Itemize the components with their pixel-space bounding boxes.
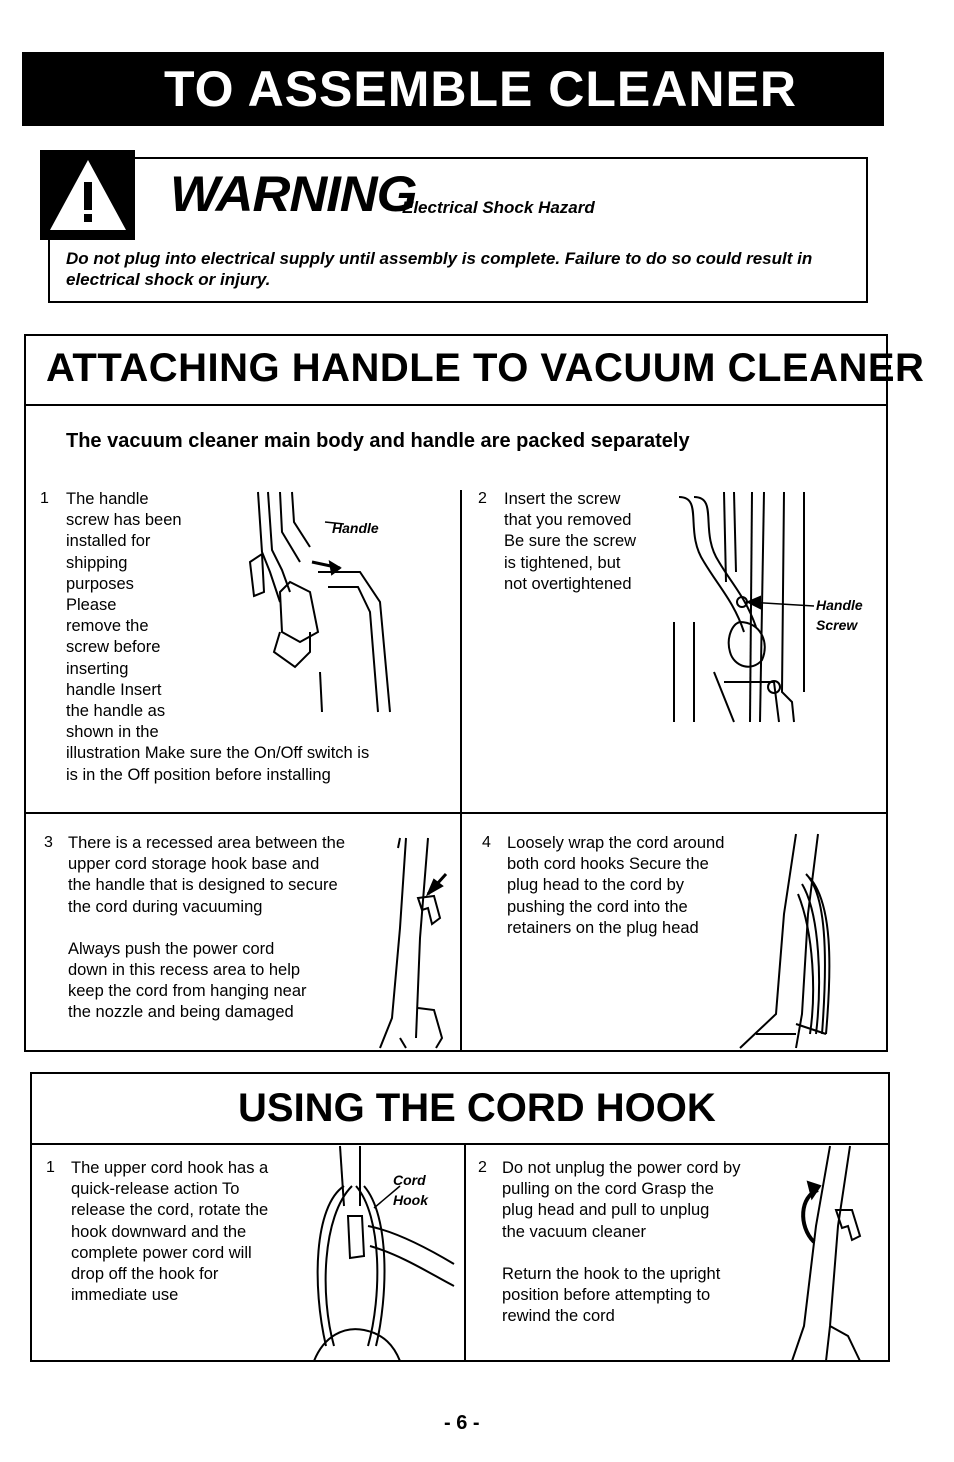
title-bar <box>22 52 884 126</box>
attaching-title: ATTACHING HANDLE TO VACUUM CLEANER <box>46 346 925 390</box>
step-number: 1 <box>46 1159 55 1176</box>
step-number: 1 <box>40 490 49 507</box>
cord-step-1-text: The upper cord hook has a quick-release action To release the cord, rotate the hook downward and the complete power cord will drop off the hook for immediate use <box>71 1159 269 1305</box>
page-number: - 6 - <box>444 1412 480 1434</box>
step-1-text: The handle screw has been installed for shipping purposes Please remove the screw before inserting handle Insert the handle as shown in the illustration Make sure the On/Off switch is is in the Off position before installing <box>66 490 370 784</box>
section-divider <box>24 404 888 406</box>
warning-triangle-icon <box>40 150 135 240</box>
attaching-subtitle: The vacuum cleaner main body and handle are packed separately <box>66 430 690 452</box>
cord-recess-illustration <box>370 838 450 1048</box>
row-divider <box>24 812 888 814</box>
step-number: 3 <box>44 834 53 851</box>
cord-hook-callout: Cord Hook <box>393 1172 428 1208</box>
section-divider <box>30 1143 890 1145</box>
step-number: 4 <box>482 834 491 851</box>
warning-tab <box>40 150 135 240</box>
step-2-text: Insert the screw that you removed Be sure the screw is tightened, but not overtightened <box>504 490 637 593</box>
warning-text: Do not plug into electrical supply until assembly is complete. Failure to do so could result in electrical shock or injury. <box>66 249 813 289</box>
warning-heading: WARNING <box>170 166 417 222</box>
step-number: 2 <box>478 490 487 507</box>
column-divider <box>464 1145 466 1362</box>
handle-insertion-illustration <box>240 492 420 712</box>
warning-subheading: Electrical Shock Hazard <box>402 198 595 217</box>
handle-screw-illustration <box>664 492 814 722</box>
page-title: TO ASSEMBLE CLEANER <box>164 61 797 117</box>
handle-screw-callout: Handle Screw <box>816 597 863 633</box>
step-3-text: There is a recessed area between the upper cord storage hook base and the handle that is designed to secure the cord during vacuuming Always push the power cord down in this recess area to help keep the cord from hanging near the nozzle and being damaged <box>68 834 345 1022</box>
cord-hook-title: USING THE CORD HOOK <box>238 1086 716 1130</box>
column-divider <box>460 490 462 1052</box>
hook-return-illustration <box>790 1146 880 1361</box>
cord-step-2-text: Do not unplug the power cord by pulling on the cord Grasp the plug head and pull to unplug the vacuum cleaner Return the hook to the upright position before attempting to rewind the cord <box>502 1159 741 1326</box>
step-4-text: Loosely wrap the cord around both cord hooks Secure the plug head to the cord by pushing the cord into the retainers on the plug head <box>507 834 725 937</box>
step-number: 2 <box>478 1159 487 1176</box>
handle-callout: Handle <box>332 520 379 536</box>
cord-wrap-illustration <box>736 834 836 1049</box>
cord-release-illustration <box>304 1146 464 1361</box>
